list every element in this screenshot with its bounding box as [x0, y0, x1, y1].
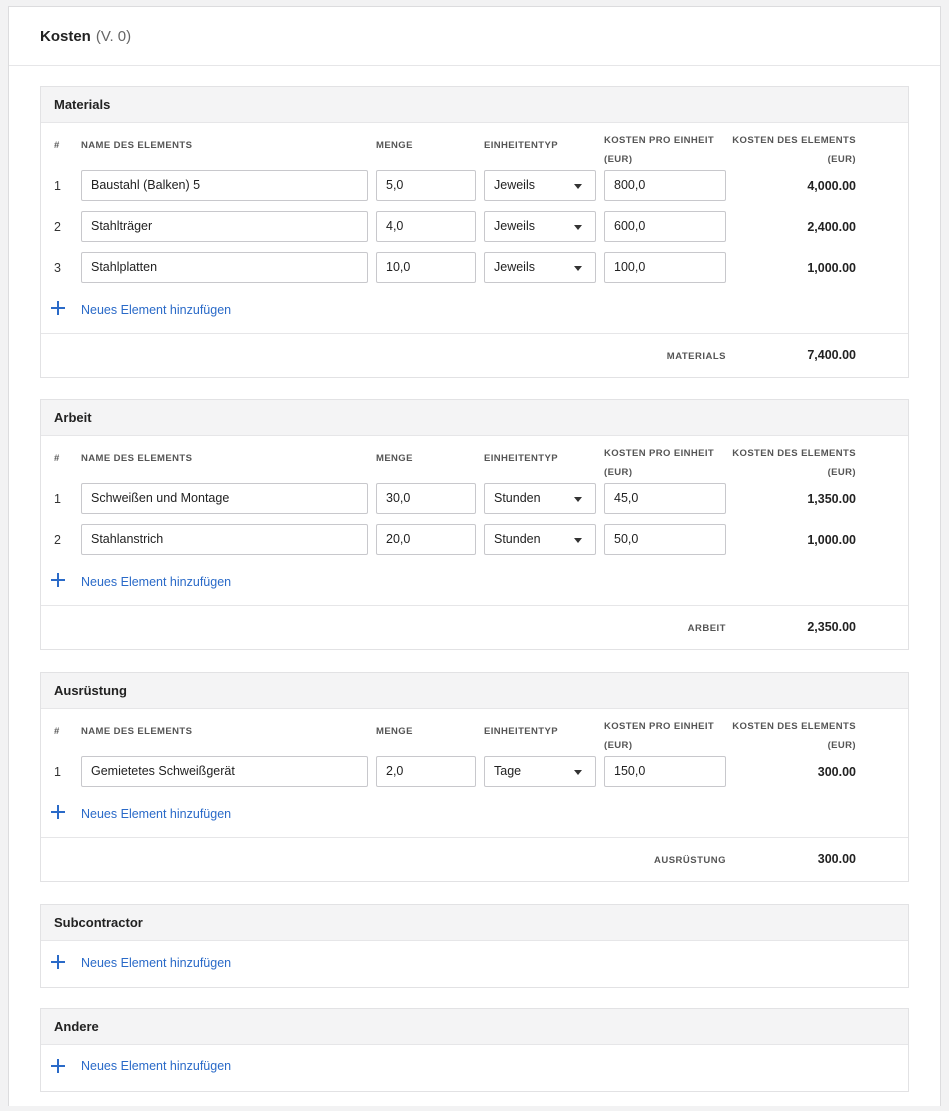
col-cpu-line2: (EUR) [604, 467, 633, 478]
section-total [41, 605, 908, 649]
col-cpu-line1: KOSTEN PRO EINHEIT [604, 721, 715, 732]
item-cost: 1,000.00 [807, 261, 856, 275]
add-item-button[interactable] [41, 941, 908, 987]
column-headers [41, 709, 908, 754]
caret-down-icon [574, 225, 582, 230]
item-name-input[interactable]: Stahlträger [81, 211, 368, 242]
add-item-label: Neues Element hinzufügen [81, 956, 232, 970]
section-total-label: ARBEIT [687, 623, 726, 634]
caret-down-icon [574, 538, 582, 543]
row-number: 3 [54, 261, 61, 275]
table-row [41, 522, 908, 563]
col-name: NAME DES ELEMENTS [81, 453, 193, 464]
column-headers [41, 123, 908, 168]
item-name-input[interactable]: Stahlanstrich [81, 524, 368, 555]
unit-type-select[interactable] [484, 211, 596, 242]
table-row [41, 250, 908, 291]
col-hash: # [54, 140, 60, 151]
col-unit: EINHEITENTYP [484, 140, 558, 151]
add-item-label: Neues Element hinzufügen [81, 303, 232, 317]
costs-card [8, 6, 941, 1106]
unit-type-select[interactable] [484, 756, 596, 787]
add-item-label: Neues Element hinzufügen [81, 575, 232, 589]
unit-type-value: Jeweils [494, 178, 535, 192]
caret-down-icon [574, 184, 582, 189]
col-element-cost [732, 444, 856, 482]
quantity-input[interactable]: 2,0 [376, 756, 476, 787]
unit-type-value: Jeweils [494, 260, 535, 274]
quantity-input[interactable]: 5,0 [376, 170, 476, 201]
unit-type-select[interactable] [484, 170, 596, 201]
col-cpu-line2: (EUR) [604, 740, 633, 751]
row-number: 2 [54, 220, 61, 234]
section-total [41, 837, 908, 881]
section-title: Andere [41, 1009, 908, 1045]
add-item-button[interactable] [41, 563, 908, 605]
plus-icon [51, 805, 65, 819]
col-cost-line2: (EUR) [827, 740, 856, 751]
col-hash: # [54, 453, 60, 464]
section-ausruestung [40, 672, 909, 882]
item-cost: 300.00 [817, 765, 856, 779]
table-row [41, 481, 908, 522]
col-name: NAME DES ELEMENTS [81, 140, 193, 151]
section-title: Ausrüstung [41, 673, 908, 709]
cost-per-unit-input[interactable]: 45,0 [604, 483, 726, 514]
col-cost-per-unit [604, 131, 714, 169]
unit-type-value: Stunden [494, 532, 541, 546]
add-item-button[interactable] [41, 795, 908, 837]
col-unit: EINHEITENTYP [484, 726, 558, 737]
row-number: 2 [54, 533, 61, 547]
col-cost-per-unit [604, 717, 714, 755]
version-label: (V. 0) [95, 27, 132, 45]
quantity-input[interactable]: 10,0 [376, 252, 476, 283]
item-cost: 2,400.00 [807, 220, 856, 234]
col-qty: MENGE [376, 726, 413, 737]
add-item-button[interactable] [41, 1045, 908, 1091]
cost-per-unit-input[interactable]: 50,0 [604, 524, 726, 555]
item-name-input[interactable]: Schweißen und Montage [81, 483, 368, 514]
quantity-input[interactable]: 30,0 [376, 483, 476, 514]
col-hash: # [54, 726, 60, 737]
unit-type-select[interactable] [484, 524, 596, 555]
section-title: Subcontractor [41, 905, 908, 941]
caret-down-icon [574, 497, 582, 502]
quantity-input[interactable]: 4,0 [376, 211, 476, 242]
plus-icon [51, 301, 65, 315]
section-materials [40, 86, 909, 378]
item-cost: 4,000.00 [807, 179, 856, 193]
add-item-button[interactable] [41, 291, 908, 333]
plus-icon [51, 573, 65, 587]
section-arbeit [40, 399, 909, 650]
col-cost-line1: KOSTEN DES ELEMENTS [732, 448, 856, 459]
col-unit: EINHEITENTYP [484, 453, 558, 464]
quantity-input[interactable]: 20,0 [376, 524, 476, 555]
page-title: Kosten [40, 27, 91, 45]
cost-per-unit-input[interactable]: 150,0 [604, 756, 726, 787]
col-cpu-line1: KOSTEN PRO EINHEIT [604, 448, 715, 459]
plus-icon [51, 955, 65, 969]
item-name-input[interactable]: Baustahl (Balken) 5 [81, 170, 368, 201]
table-row [41, 168, 908, 209]
col-cost-line1: KOSTEN DES ELEMENTS [732, 135, 856, 146]
col-name: NAME DES ELEMENTS [81, 726, 193, 737]
add-item-label: Neues Element hinzufügen [81, 1059, 232, 1073]
column-headers [41, 436, 908, 481]
unit-type-value: Stunden [494, 491, 541, 505]
col-qty: MENGE [376, 453, 413, 464]
caret-down-icon [574, 266, 582, 271]
row-number: 1 [54, 492, 61, 506]
row-number: 1 [54, 765, 61, 779]
unit-type-select[interactable] [484, 483, 596, 514]
section-title: Materials [41, 87, 908, 123]
col-cpu-line1: KOSTEN PRO EINHEIT [604, 135, 715, 146]
section-total-label: MATERIALS [666, 351, 726, 362]
item-name-input[interactable]: Stahlplatten [81, 252, 368, 283]
section-total-value: 2,350.00 [807, 620, 856, 634]
unit-type-select[interactable] [484, 252, 596, 283]
row-number: 1 [54, 179, 61, 193]
col-element-cost [732, 131, 856, 169]
col-cpu-line2: (EUR) [604, 154, 633, 165]
caret-down-icon [574, 770, 582, 775]
col-cost-line1: KOSTEN DES ELEMENTS [732, 721, 856, 732]
col-cost-per-unit [604, 444, 714, 482]
item-cost: 1,000.00 [807, 533, 856, 547]
section-total-value: 7,400.00 [807, 348, 856, 362]
table-row [41, 754, 908, 795]
section-total-value: 300.00 [817, 852, 856, 866]
unit-type-value: Tage [494, 764, 522, 778]
cost-per-unit-input[interactable]: 100,0 [604, 252, 726, 283]
card-header [9, 7, 940, 66]
cost-per-unit-input[interactable]: 800,0 [604, 170, 726, 201]
cost-per-unit-input[interactable]: 600,0 [604, 211, 726, 242]
plus-icon [51, 1059, 65, 1073]
add-item-label: Neues Element hinzufügen [81, 807, 232, 821]
section-total [41, 333, 908, 377]
col-qty: MENGE [376, 140, 413, 151]
section-subcontractor [40, 904, 909, 988]
section-title: Arbeit [41, 400, 908, 436]
col-cost-line2: (EUR) [827, 154, 856, 165]
col-element-cost [732, 717, 856, 755]
section-total-label: AUSRÜSTUNG [653, 855, 726, 866]
unit-type-value: Jeweils [494, 219, 535, 233]
table-row [41, 209, 908, 250]
item-name-input[interactable]: Gemietetes Schweißgerät [81, 756, 368, 787]
section-andere [40, 1008, 909, 1092]
col-cost-line2: (EUR) [827, 467, 856, 478]
item-cost: 1,350.00 [807, 492, 856, 506]
